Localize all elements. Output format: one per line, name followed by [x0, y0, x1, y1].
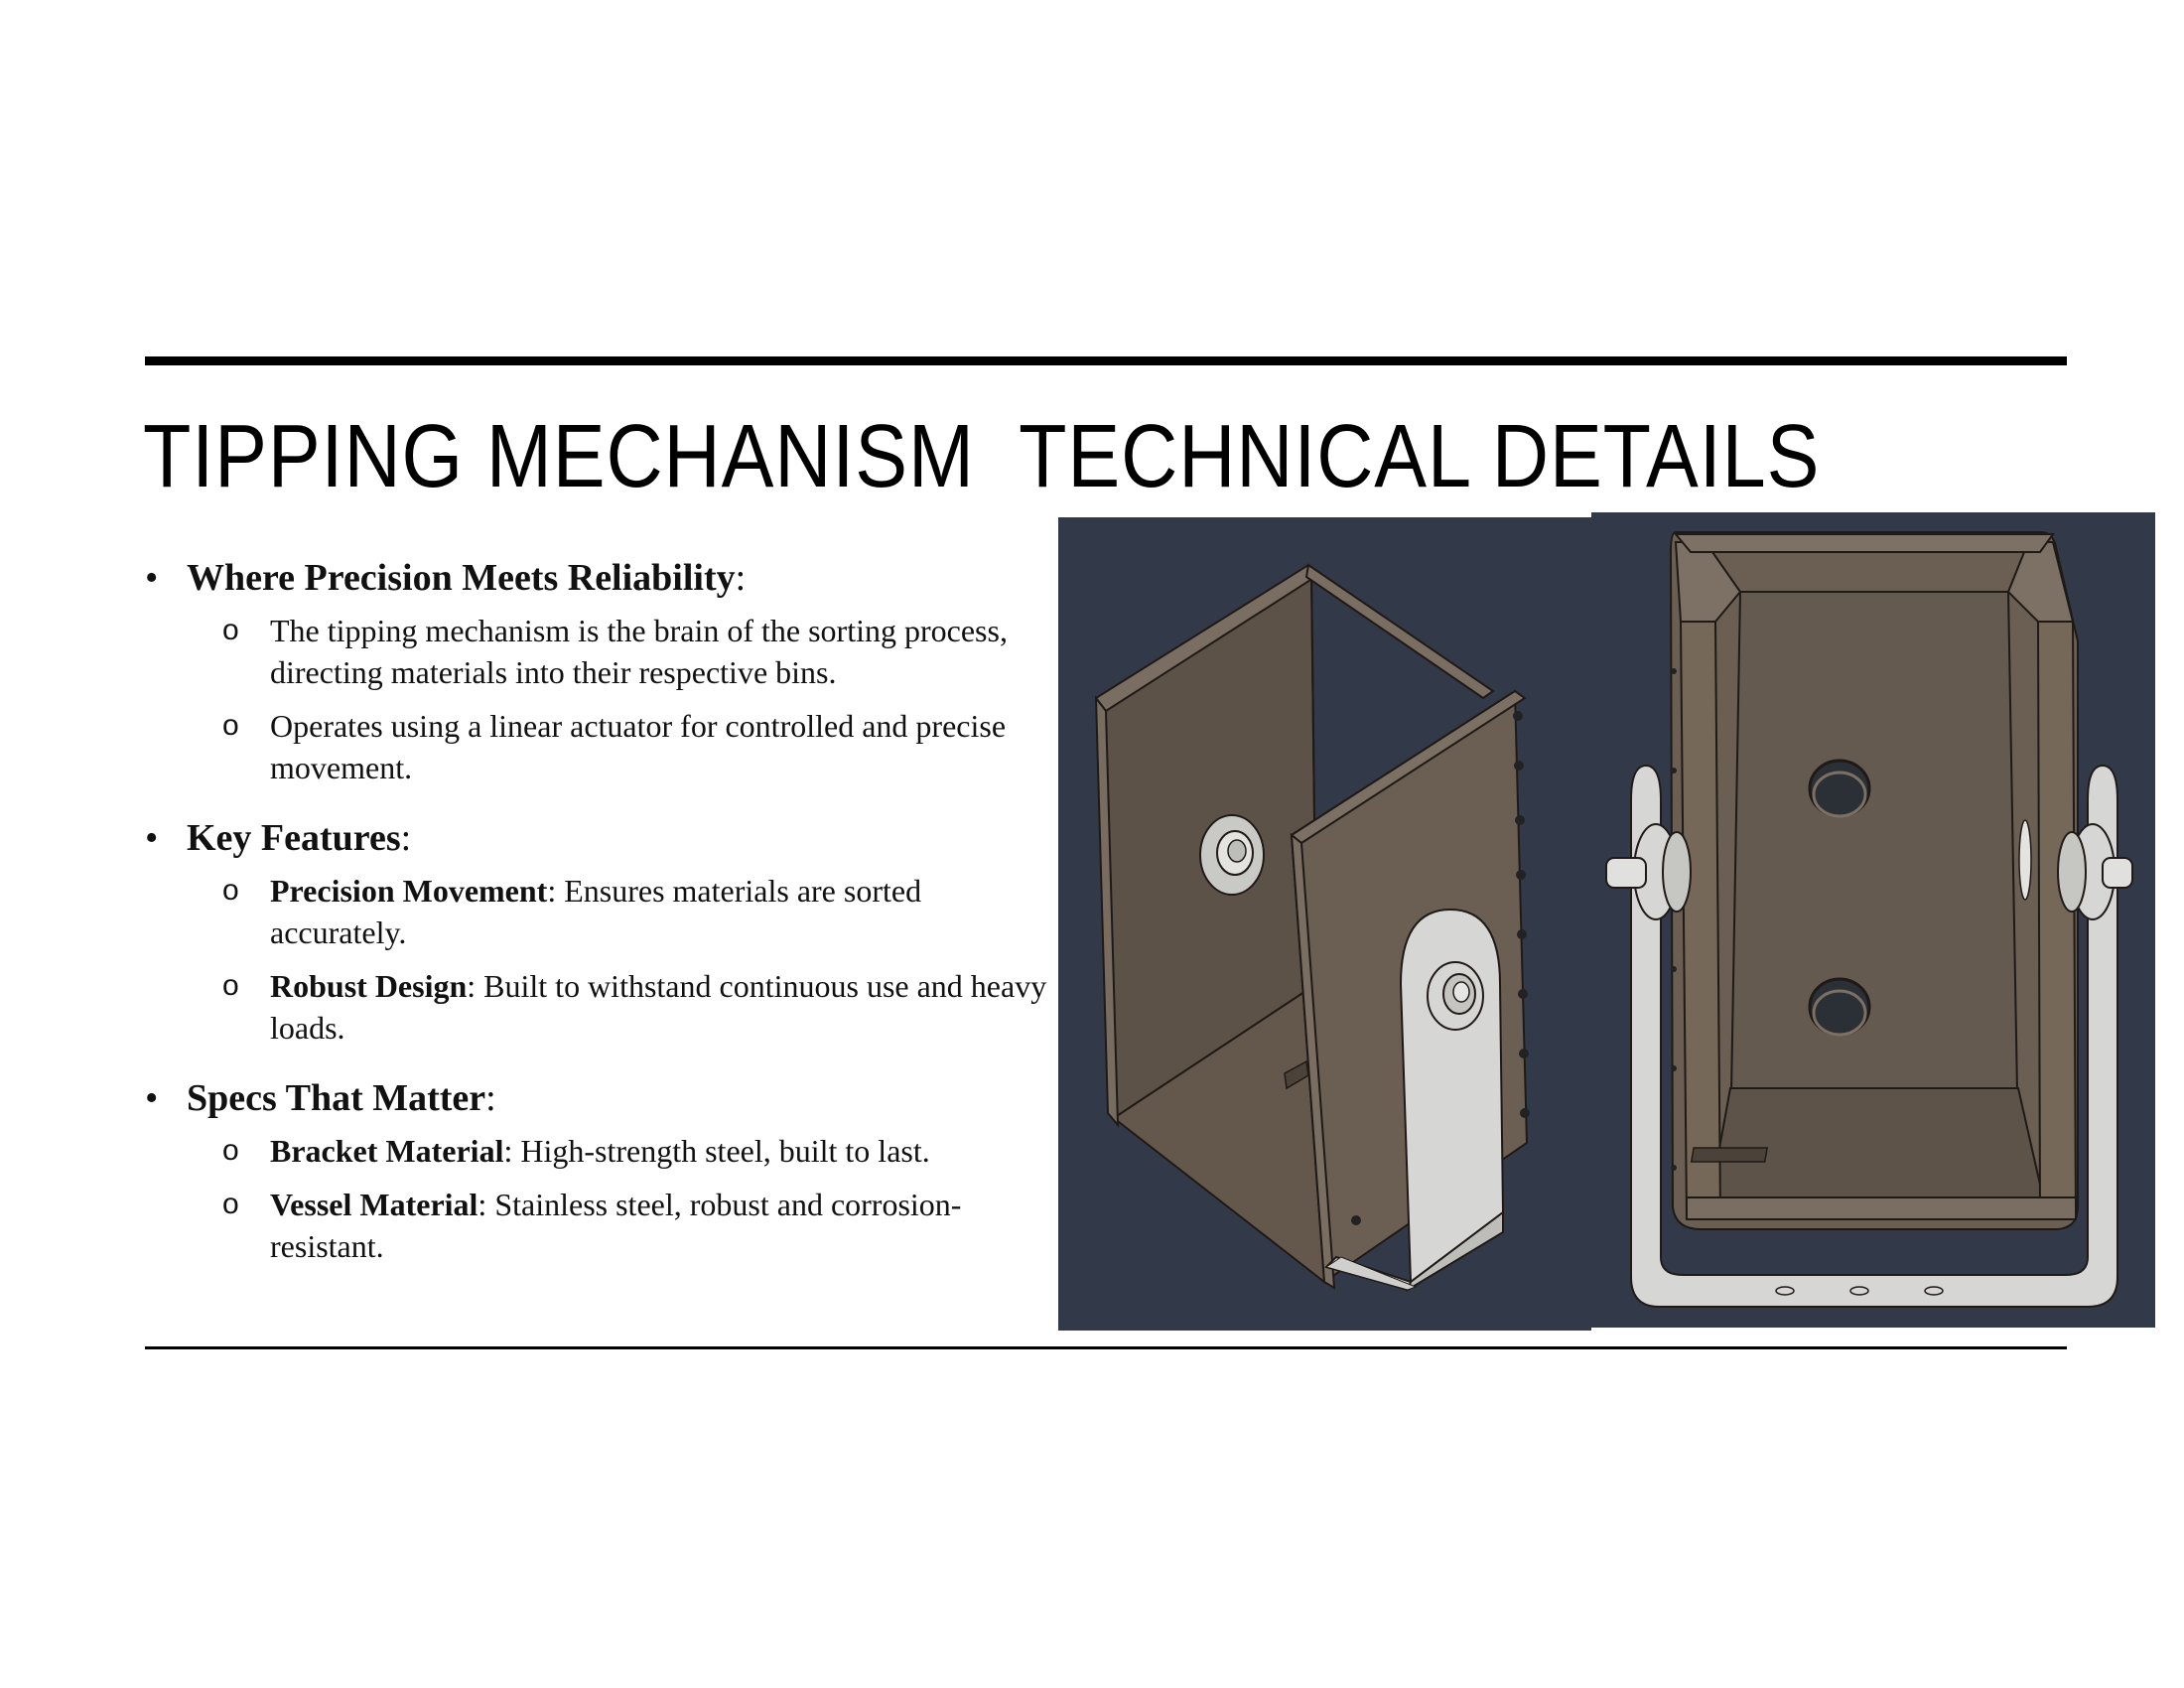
item-label: Precision Movement	[270, 873, 548, 909]
list-item	[187, 1130, 1058, 1172]
list-item	[187, 610, 1058, 693]
item-text: Operates using a linear actuator for controlled and precise movement.	[270, 708, 1007, 785]
tipping-vessel-isometric-render	[1058, 517, 1591, 1331]
list-item	[187, 705, 1058, 788]
list-item	[187, 870, 1058, 953]
bullet-icon: •	[145, 1077, 159, 1119]
page-title: TIPPING MECHANISM TECHNICAL DETAILS	[143, 407, 1821, 506]
top-rule	[145, 356, 2067, 365]
sub-bullet-icon: o	[222, 1188, 239, 1220]
section-list	[145, 552, 1058, 1267]
sub-bullet-icon: o	[222, 614, 239, 646]
item-text: The tipping mechanism is the brain of the sorting process, directing materials into their respective bins.	[270, 613, 1008, 690]
item-text: : Stainless steel, robust and corrosion-resistant.	[270, 1187, 962, 1264]
item-text: : Built to withstand continuous use and heavy loads.	[270, 968, 1047, 1046]
cad-render-front-image	[1591, 512, 2155, 1328]
bottom-rule	[145, 1346, 2067, 1349]
section: • Specs That Matter: o Bracket Material: High-strength steel, built to last. o Vessel Material: Stainless steel, robust and corrosion-resistant.	[145, 1072, 1058, 1267]
item-text: : High-strength steel, built to last.	[503, 1133, 930, 1169]
cad-render-isometric-image	[1058, 517, 1591, 1331]
item-label: Robust Design	[270, 968, 468, 1004]
sub-bullet-icon: o	[222, 1134, 239, 1167]
sub-bullet-icon: o	[222, 969, 239, 1002]
bullet-icon: •	[145, 557, 159, 599]
slide-content	[145, 552, 1058, 1291]
section: • Where Precision Meets Reliability: o The tipping mechanism is the brain of the sorting process, directing materials into their respective bins. o Operates using a linear actuator for controlled and precise movement.	[145, 552, 1058, 788]
section-heading: Where Precision Meets Reliability	[187, 557, 736, 599]
section-heading: Key Features	[187, 817, 401, 859]
section-heading: Specs That Matter	[187, 1077, 486, 1119]
tipping-vessel-front-render	[1591, 512, 2155, 1328]
item-label: Bracket Material	[270, 1133, 504, 1169]
section: • Key Features: o Precision Movement: Ensures materials are sorted accurately. o Robust Design: Built to withstand continuous use and heavy loads.	[145, 812, 1058, 1049]
list-item	[187, 1184, 1058, 1267]
sub-bullet-icon: o	[222, 709, 239, 742]
item-text: : Ensures materials are sorted accurately.	[270, 873, 922, 950]
bullet-icon: •	[145, 817, 159, 859]
item-label: Vessel Material	[270, 1187, 478, 1222]
sub-bullet-icon: o	[222, 874, 239, 907]
list-item	[187, 965, 1058, 1049]
